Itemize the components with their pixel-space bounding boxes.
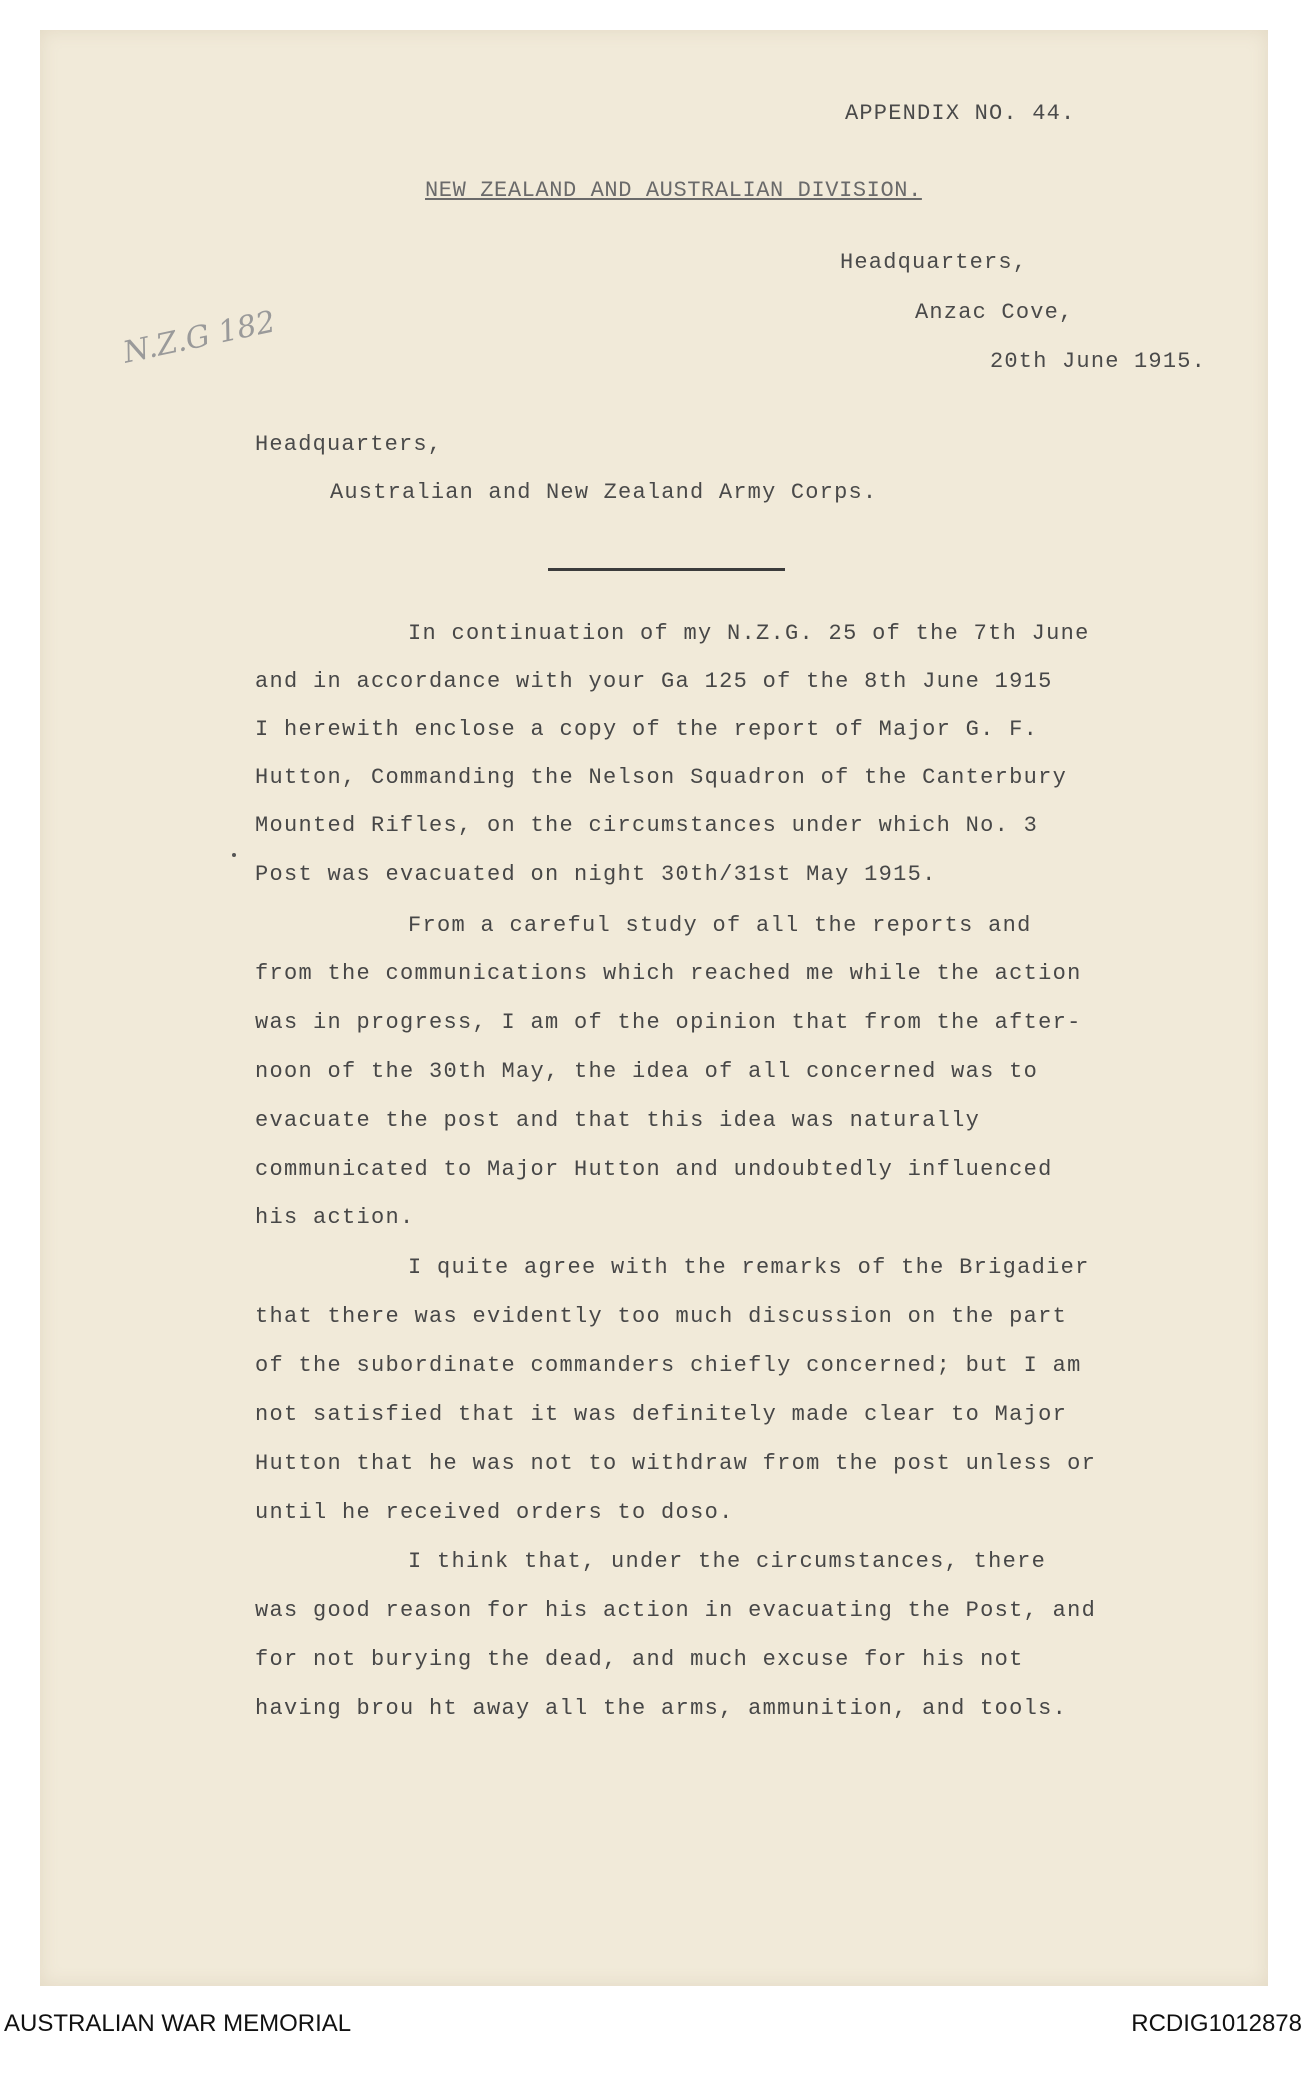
body-line: of the subordinate commanders chiefly concerned; but I am <box>255 1353 1082 1378</box>
letter-date: 20th June 1915. <box>990 349 1207 374</box>
body-line: until he received orders to doso. <box>255 1500 734 1525</box>
footer-record-id: RCDIG1012878 <box>1131 2010 1302 2037</box>
body-line: having brou ht away all the arms, ammunition, and tools. <box>255 1696 1068 1721</box>
body-line: Hutton that he was not to withdraw from the post unless or <box>255 1451 1097 1476</box>
division-heading: NEW ZEALAND AND AUSTRALIAN DIVISION. <box>425 178 922 203</box>
body-line: and in accordance with your Ga 125 of the 8th June 1915 <box>255 669 1053 694</box>
body-line: Post was evacuated on night 30th/31st May 1915. <box>255 862 937 887</box>
addressee-corps: Australian and New Zealand Army Corps. <box>330 480 878 505</box>
ink-dot <box>232 853 236 857</box>
addressee-headquarters: Headquarters, <box>255 432 443 457</box>
body-line: I think that, under the circumstances, there <box>408 1549 1047 1574</box>
separator-rule <box>548 568 785 571</box>
body-line: Mounted Rifles, on the circumstances under which No. 3 <box>255 813 1039 838</box>
body-line: was in progress, I am of the opinion that from the after- <box>255 1010 1082 1035</box>
body-line: his action. <box>255 1205 415 1230</box>
sender-headquarters: Headquarters, <box>840 250 1028 275</box>
body-line: evacuate the post and that this idea was naturally <box>255 1108 981 1133</box>
body-line: Hutton, Commanding the Nelson Squadron of the Canterbury <box>255 765 1068 790</box>
body-line: communicated to Major Hutton and undoubtedly influenced <box>255 1157 1053 1182</box>
body-line: that there was evidently too much discussion on the part <box>255 1304 1068 1329</box>
body-line: not satisfied that it was definitely made clear to Major <box>255 1402 1068 1427</box>
body-line: for not burying the dead, and much excuse for his not <box>255 1647 1024 1672</box>
footer-institution: AUSTRALIAN WAR MEMORIAL <box>4 2010 352 2037</box>
body-line: I quite agree with the remarks of the Brigadier <box>408 1255 1090 1280</box>
body-line: was good reason for his action in evacuating the Post, and <box>255 1598 1097 1623</box>
handwritten-reference: N.Z.G 182 <box>120 304 279 371</box>
sender-location: Anzac Cove, <box>915 300 1074 325</box>
body-line: In continuation of my N.Z.G. 25 of the 7th June <box>408 621 1090 646</box>
body-line: from the communications which reached me while the action <box>255 961 1082 986</box>
appendix-number: APPENDIX NO. 44. <box>845 101 1076 126</box>
body-line: I herewith enclose a copy of the report of Major G. F. <box>255 717 1039 742</box>
body-line: From a careful study of all the reports and <box>408 913 1032 938</box>
body-line: noon of the 30th May, the idea of all concerned was to <box>255 1059 1039 1084</box>
